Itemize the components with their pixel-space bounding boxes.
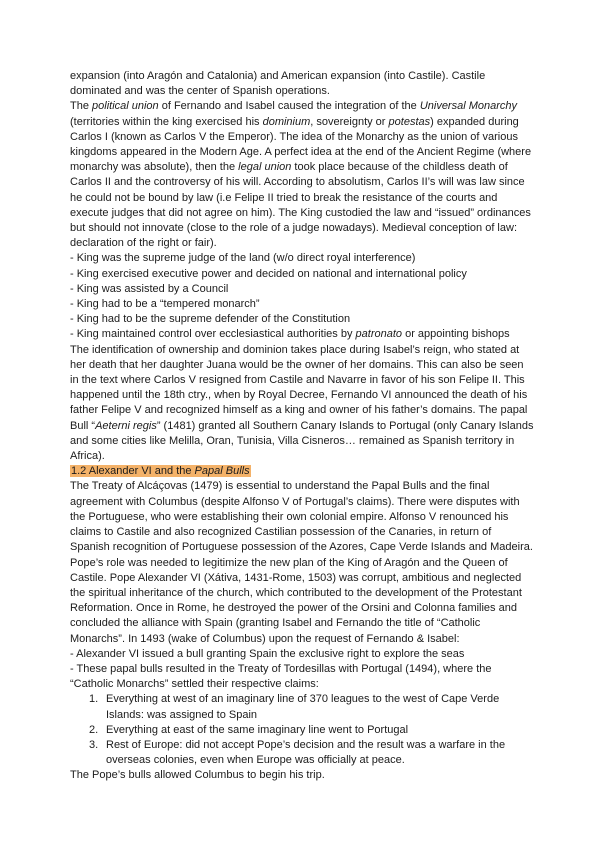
paragraph-conclusion [70, 768, 534, 783]
bullet-tordesillas [70, 662, 534, 692]
text-run: expansion (into Aragón and Catalonia) and American expansion (into Castile). Castile dominated and was the center of Spanish operations. [70, 70, 489, 98]
bullet-tempered-monarch [70, 297, 534, 312]
italic-text-run: dominium [262, 115, 311, 128]
list-number: 2. [89, 723, 99, 736]
numbered-item-2 [70, 723, 534, 738]
list-item-text [106, 738, 534, 768]
text-run: took place because of the childless death of Carlos II and the controversy of his will. According to absolutism, Carlos II’s will was law since he could not be bound by law (i.e Felipe II tried to break the resistance of the courts and execute judges that did not agree on him). The King custodied the law and “issued” ordinances but should not innovate (close to the role of a judge nowadays). Medieval conception of law: declaration of the right or fair). [70, 161, 534, 250]
text-run: - King had to be the supreme defender of the Constitution [70, 313, 351, 326]
text-run: ” (1481) granted all Southern Canary Islands to Portugal (only Canary Islands and some cities like Melilla, Oran, Tunisia, Villa Cisneros… remained as Spanish territory in Africa). [70, 419, 537, 463]
bullet-defender-constitution [70, 312, 534, 327]
text-run: The [70, 100, 93, 113]
text-run: , sovereignty or [310, 115, 389, 128]
list-number: 3. [89, 738, 99, 751]
italic-text-run: Aeterni regis [95, 419, 157, 432]
text-run: - King exercised executive power and decided on national and international policy [70, 267, 467, 280]
document-body [70, 69, 537, 784]
text-run: - Alexander VI issued a bull granting Spain the exclusive right to explore the seas [70, 647, 465, 660]
text-run: The Pope’s bulls allowed Columbus to begin his trip. [70, 769, 325, 782]
bullet-supreme-judge [70, 251, 534, 266]
text-run: Everything at east of the same imaginary line went to Portugal [106, 723, 409, 736]
bullet-exclusive-right [70, 647, 534, 662]
list-number: 1. [89, 693, 99, 706]
italic-text-run: political union [92, 100, 159, 113]
italic-text-run: legal union [238, 161, 292, 174]
italic-text-run: Universal Monarchy [419, 100, 518, 113]
highlighted-text [70, 465, 251, 477]
text-run: - King had to be a “tempered monarch” [70, 298, 260, 311]
italic-text-run: potestas [388, 115, 431, 128]
paragraph-continuation [70, 69, 534, 99]
paragraph-political-union [70, 99, 534, 251]
numbered-item-1 [70, 692, 534, 722]
paragraph-alcacovas [70, 479, 534, 646]
text-run: - King was assisted by a Council [70, 282, 229, 295]
text-run: - King was the supreme judge of the land (w/o direct royal interference) [70, 252, 416, 265]
text-run: The Treaty of Alcáçovas (1479) is essential to understand the Papal Bulls and the final agreement with Columbus (despite Alfonso V of Portugal’s claims). There were disputes with the Portuguese, who were establishing their own colonial empire. Alfonso V renounced his claims to Castile and also recognized Castilian possession of the Canaries, in return of Spanish recognition of Portuguese possession of the Azores, Cape Verde Islands and Madeira. Pope’s role was needed to legitimize the new plan of the King of Aragón and the Queen of Castile. Pope Alexander VI (Xátiva, 1431-Rome, 1503) was corrupt, ambitious and neglected the spiritual inheritance of the church, which contributed to the development of the Protestant Reformation. Once in Rome, he destroyed the power of the Orsini and Colonna families and concluded the alliance with Spain (granting Isabel and Fernando the title of “Catholic Monarchs”. In 1493 (wake of Columbus) upon the request of Fernando & Isabel: [70, 480, 536, 645]
italic-text-run: Papal Bulls [194, 465, 250, 478]
paragraph-identification [70, 343, 537, 465]
text-run: The identification of ownership and dominion takes place during Isabel’s reign, who stated at her death that her daughter Juana would be the owner of her domains. This can also be seen in the text where Carlos V resigned from Castile and Navarre in favor of his son Felipe II. This happened until the 18th ctry., when by Royal Decree, Fernando VI announced the death of his father Felipe V and recognized himself as a king and owner of his father’s domains. The papal Bull “ [70, 343, 531, 432]
list-item-text [106, 692, 534, 722]
text-run: of Fernando and Isabel caused the integration of the [158, 100, 420, 113]
section-heading-1-2 [70, 464, 534, 479]
italic-text-run: patronato [355, 328, 403, 341]
bullet-patronato [70, 327, 534, 342]
text-run: Rest of Europe: did not accept Pope’s decision and the result was a warfare in the overseas colonies, even when Europe was officially at peace. [106, 738, 509, 767]
text-run: ) expanded during Carlos I (known as Carlos V the Emperor). The idea of the Monarchy as the union of various kingdoms appeared in the Modern Age. A perfect idea at the end of the Ancient Regime (where monarchy was absolute), then the [70, 115, 535, 174]
text-run: Everything at west of an imaginary line of 370 leagues to the west of Cape Verde Islands: was assigned to Spain [106, 693, 503, 721]
list-item-text [106, 723, 534, 738]
bullet-council [70, 282, 534, 297]
text-run: (territories within the king exercised his [70, 100, 521, 128]
numbered-item-3 [70, 738, 534, 768]
text-run: - These papal bulls resulted in the Treaty of Tordesillas with Portugal (1494), where the “Catholic Monarchs” settled their respective claims: [70, 662, 495, 691]
text-run: - King maintained control over ecclesiastical authorities by [70, 328, 356, 341]
bullet-executive-power [70, 267, 534, 282]
text-run: 1.2 Alexander VI and the [71, 465, 195, 478]
text-run: or appointing bishops [402, 328, 510, 341]
